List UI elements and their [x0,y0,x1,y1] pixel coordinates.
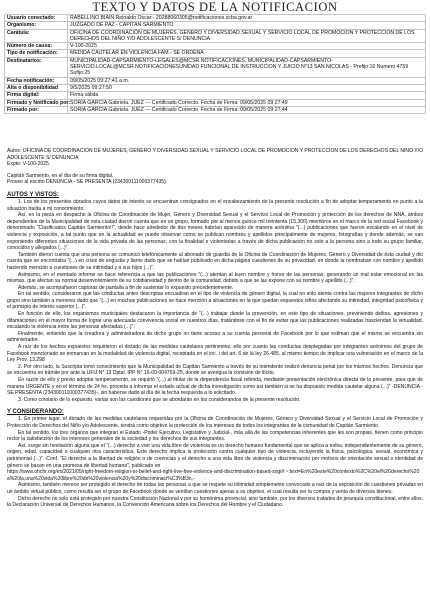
case-number: Expte: V-100-2025. [7,161,51,168]
metadata-row [5,50,426,57]
paragraph: En tal sentido, consideraron que las conductas antes descriptas encuadran en el tipo de violencia de género digital, la cual no sólo atenta contra las mujeres integrantes de dicho grupo sino también a menores dado que "(...) en muchas publicaciones se hace mención a situaciones en la que quedan expuestos niños afectando su intimidad, integridad psicofísica y el principio de interés superior (...)". [7,291,423,311]
metadata-row [5,106,426,113]
metadata-label: Firmado por: [5,106,68,113]
metadata-value: SORIA GARCIA Gabriela. JUEZ --- Certificado Correcto. Fecha de Firma: 09/05/2025 09:27:44 [68,106,426,113]
metadata-row [5,29,426,43]
metadata-row [5,92,426,99]
metadata-label: Firmado y Notificado por: [5,99,68,106]
date-line: Capitán Sarmiento, en el día de su firma digital. [7,172,114,179]
paragraph: A raíz de los hechos expuestos requirieron el dictado de las medidas cautelares pertinentes, ello por cuanto las conductas desplegadas por integrantes anónimos del grupo de Facebook mencionado se enmarcan en la modalidad de violencia digital, receptada en el inc. i del art. 6 de la ley 26.485, al mismo tiempo de implicar una vulneración en el marco de la Ley Prov. 13.298 [7,344,423,364]
metadata-row [5,22,426,29]
notification-metadata-table [4,14,426,114]
section-heading-autos: AUTOS Y VISTOS: [7,191,59,198]
paragraph: En tal sentido, los tres órganos que integran el Estado -Poder Ejecutivo, Legislativo y Judicial-, más allá de las competencias inherentes que les son propias, tienen como principio rector la satisfacción de los intereses generales de la sociedad y los derechos de sus integrantes. [7,429,423,443]
resolution-body [7,148,423,598]
metadata-label: Organismo: [5,22,68,29]
paragraph: Finalmente, entiendo que la creadora y administradora de dicho grupo no tiene acceso a su cuenta personal de Facebook por lo que estiman que el mismo se encuentra sin administrador. [7,330,423,344]
metadata-row [5,84,426,91]
metadata-row [5,57,426,77]
paragraph: Asimismo, también merece ser protegido el derecho de todas las personas a que se respete su intimidad simplemente convocado a raíz de la exposición de cuestiones privadas en un ámbito virtual público, como resulta ser el grupo de Facebook donde se ventilan cuestiones ajenas a su objetivo, el cual resulta ser la compra y venta de diversos bienes. [7,482,423,495]
reference-link[interactable]: https://www.ohchr.org/es/2021/05/right-freedom-religion-or-belief-and-right-live-free-violence-and-discrimination-based-sogi#:~:text=En%20este%20contexto%2C%20el%20derecho%20a%20la,una%20vida%20libre%20de%20violencia%20y%20discriminaci%C3%B3n.- [7,469,420,482]
paragraph: 2. Por otro lado, la Suscripta tomó conocimiento que la Municipalidad de Capitán Sarmiento a través de su intendente realizó denuncia penal por los mismos hechos. Denuncia que se encuentra en trámite por ante la UFIJ N° 13 Dptal. IPP N° 16-00-004759-25, donde se averigua la comisión de ilícito. [7,363,423,377]
paragraph: Así, en la pieza en despacho la Oficina de Coordinación de Mujer, Género y Diversidad Sexual y el Servicio Local de Promoción y protección de los derechos de NNA, ambos dependientes de la Municipalidad de esta ciudad dieron cuenta que en un grupo, formado por al menos quince mil treintenta (15.300) miembros en el marco de la red social Facebook y denominado "Clasificados Capitán Sarmiento!!", desde hace alrededor de dos meses habrían aparecido de manera anónima "(...) publicaciones que fueron escalando en el nivel de violencia y exposición, a tal punto que en la actualidad se puede observar como se publican nombres y apellidos principalmente de mujeres, fotografías y donde además, se van exponiendo diferentes situaciones de la vida privada de las personas, con la finalidad e violentarlas a través de dicha publicación no solo a la persona sino a todo su grupo familiar, conocidos y allegados (...)". [7,212,423,252]
metadata-value: JUZGADO DE PAZ - CAPITAN SARMIENTO [68,22,426,29]
metadata-label: Destinatarios: [5,57,68,77]
paragraph: Asimismo, en el mentado informe se hace referencia a que las publicaciones "(...) atentan al buen nombre y honor de las personas, generando un mal estar emocional en las mismas, que afectan su normal desenvolvimiento de su cotidianeidad y dentro de la comunidad, debido a que se las expone con su nombre y apellido (...)". [7,271,423,285]
metadata-value: SORIA GARCIA Gabriela. JUEZ --- Certificado Correcto. Fecha de Firma: 09/05/2025 09:27:49 [68,99,426,106]
metadata-label: Usuario conectado: [5,15,68,22]
metadata-label: Tipo de notificación: [5,50,68,57]
filing-reference: Proveo al escrito DENUNCIA - SE PRESENTA (234300111000377435). [7,179,168,186]
paragraph: Dicho derecho no solo está protegido por nuestra Constitución Nacional y por su homónima provincial, sino también, por los diversos tratados de jerarquía constitucional, entre ellos, la Declaración Universal de Derechos Humanos, la Convención Americana sobre los Derechos del Hombre y el Ciudadano. [7,495,423,509]
metadata-row [5,43,426,50]
page-title: TEXTO Y DATOS DE LA NOTIFICACION [92,0,338,14]
paragraph: Así, surge sin hesitación alguna que el "(...) derecho a vivir una vida libre de violencia es un derecho humano fundamental que se aplica a todos, independientemente de su género, origen, edad, capacidad o cualquier otra característica. Este derecho implica la protección contra cualquier tipo de violencia, incluyendo la física, psicológica, sexual, económica y patrimonial (...)" -Conf. "El derecho a la libertad de religión o de creencias y el derecho a una vida libre de violencia y discriminación por motivos de orientación sexual o identidad de género se basan en una promesa de libertad humana", publicado en [7,442,423,469]
paragraph: 3. Como corolario de lo expuesto, varias son las cuestiones que se abordarán en los considerandos de la presente resolución. [18,396,301,403]
paragraph: En función de ello, los organismos municipales destacaron la importancia de "(...) trabajar desde la prevención, en este tipo de situaciones, previniendo delitos, agresiones y difamaciones en el mayor forma de lograr una adecuada convivencia social en nuestros días, tratándose con el fin de evitar que las publicaciones realizadas trasciendan la virtualidad, escalando la violencia entre las personas afectadas (...)". [7,311,423,331]
metadata-row [5,15,426,22]
metadata-value: 09/05/2025 09:27:41 a.m. [68,77,426,84]
metadata-row [5,99,426,106]
metadata-value: MUNICIPALIDAD-CAPSARMIENTO-LEGALES@MCSR.NOTIFICACIONES, MUNICIPALIDAD-CAPSARMIENTO-SERVICIO.LOCAL@MCSR.NOTIFICACIONESUNIDAD FUNCIONAL DE INSTRUCCION Y JUICIO Nº13 SAN NICOLAS - Prefijo:16 Numero:4759 Sufijo:25 [68,57,426,77]
metadata-label: Carátula: [5,29,68,43]
paragraph: Además, se acompañaron capturas de pantalla a fin de sustentar lo expuesto precedentemente. [18,284,234,291]
metadata-label: Número de causa: [5,43,68,50]
metadata-value: Firma válida [68,92,426,99]
metadata-value: RABELLINO BIAIN Reinaldo Oscar - 20288060305@notificaciones.scba.gov.ar [68,15,426,22]
metadata-value: OFICINA DE COORDINACIÓN DE MUJERES, GENERO Y DIVERSIDAD SEXUAL Y SERVICIO LOCAL DE PROMOCION Y PROTECCION DE LOS DERECHOS DEL NIÑO Y/O ADOLESCENTE S/ DENUNCIA [68,29,426,43]
metadata-label: Alta o disponibilidad [5,84,68,91]
paragraph: 1. Los de los presentes obrados cuyos datos de interés se encuentran consignados en el encabezamiento de la presente resolución a fin de adoptar temperamento en punto a la situación traída a mi conocimiento. [7,198,423,212]
metadata-row [5,77,426,84]
metadata-value: V-100-2025 [68,43,426,50]
metadata-label: Firma digital: [5,92,68,99]
section-heading-considerando: Y CONSIDERANDO: [7,409,64,416]
metadata-label: Fecha notificación: [5,77,68,84]
paragraph: En razón de ello y previo adoptar temperamento, se requirió "(...) al titular de la dependencia fiscal referida, mediante presentación electrónica directa de la presente, para que de manera URGENTE y en el término de 24 hs. proceda a informar el estado actual de dicha investigación como así también si se ha dispuesto medida cautelar alguna (...)" -DENUNCIA - SE PRESENTA (234300111000377435)-, sin haberse dado al día de la fecha respuesta a lo solicitado. [7,377,423,397]
metadata-value: 9/5/2025 09:27:50 [68,84,426,91]
paragraph: También dieron cuenta que una persona se comunicó telefónicamente al abonado de guardia de la Oficina de Coordinación de Mujeres, Género y Diversidad de ésta ciudad y dio cuenta que se encontraba "(...) en crisis de angustia y llanto dado que se habían publicado en dicha página cuestiones de su privacidad, en donde la nombraban con nombre y apellido haciendo mención a cuestiones de su intimidad y a sus hijos (...)". [7,251,423,271]
case-caption: Autos: OFICINA DE COORDINACIÓN DE MUJERES, GENERO Y DIVERSIDAD SEXUAL Y SERVICIO LOCAL DE PROMOCION Y PROTECCIÓN DE LOS DERECHOS DEL NIÑO Y/O ADOLESCENTE S/ DENUNCIA [7,148,423,161]
paragraph: 1. En primer lugar, el dictado de las medidas cautelares requeridas por la Oficina de Coordinación de Mujeres, Género y Diversidad Sexual y el Servicio Local de Promoción y Protección de Derechos del Niño y/o Adolescente, tendrá como objetivo la protección de los intereses de todos los integrantes de la comunidad de Capitán Sarmiento. [7,416,423,429]
metadata-value: MEDIDA CAUTELAR EN VIOLENCIA FAM.- SE ORDENA [68,50,426,57]
